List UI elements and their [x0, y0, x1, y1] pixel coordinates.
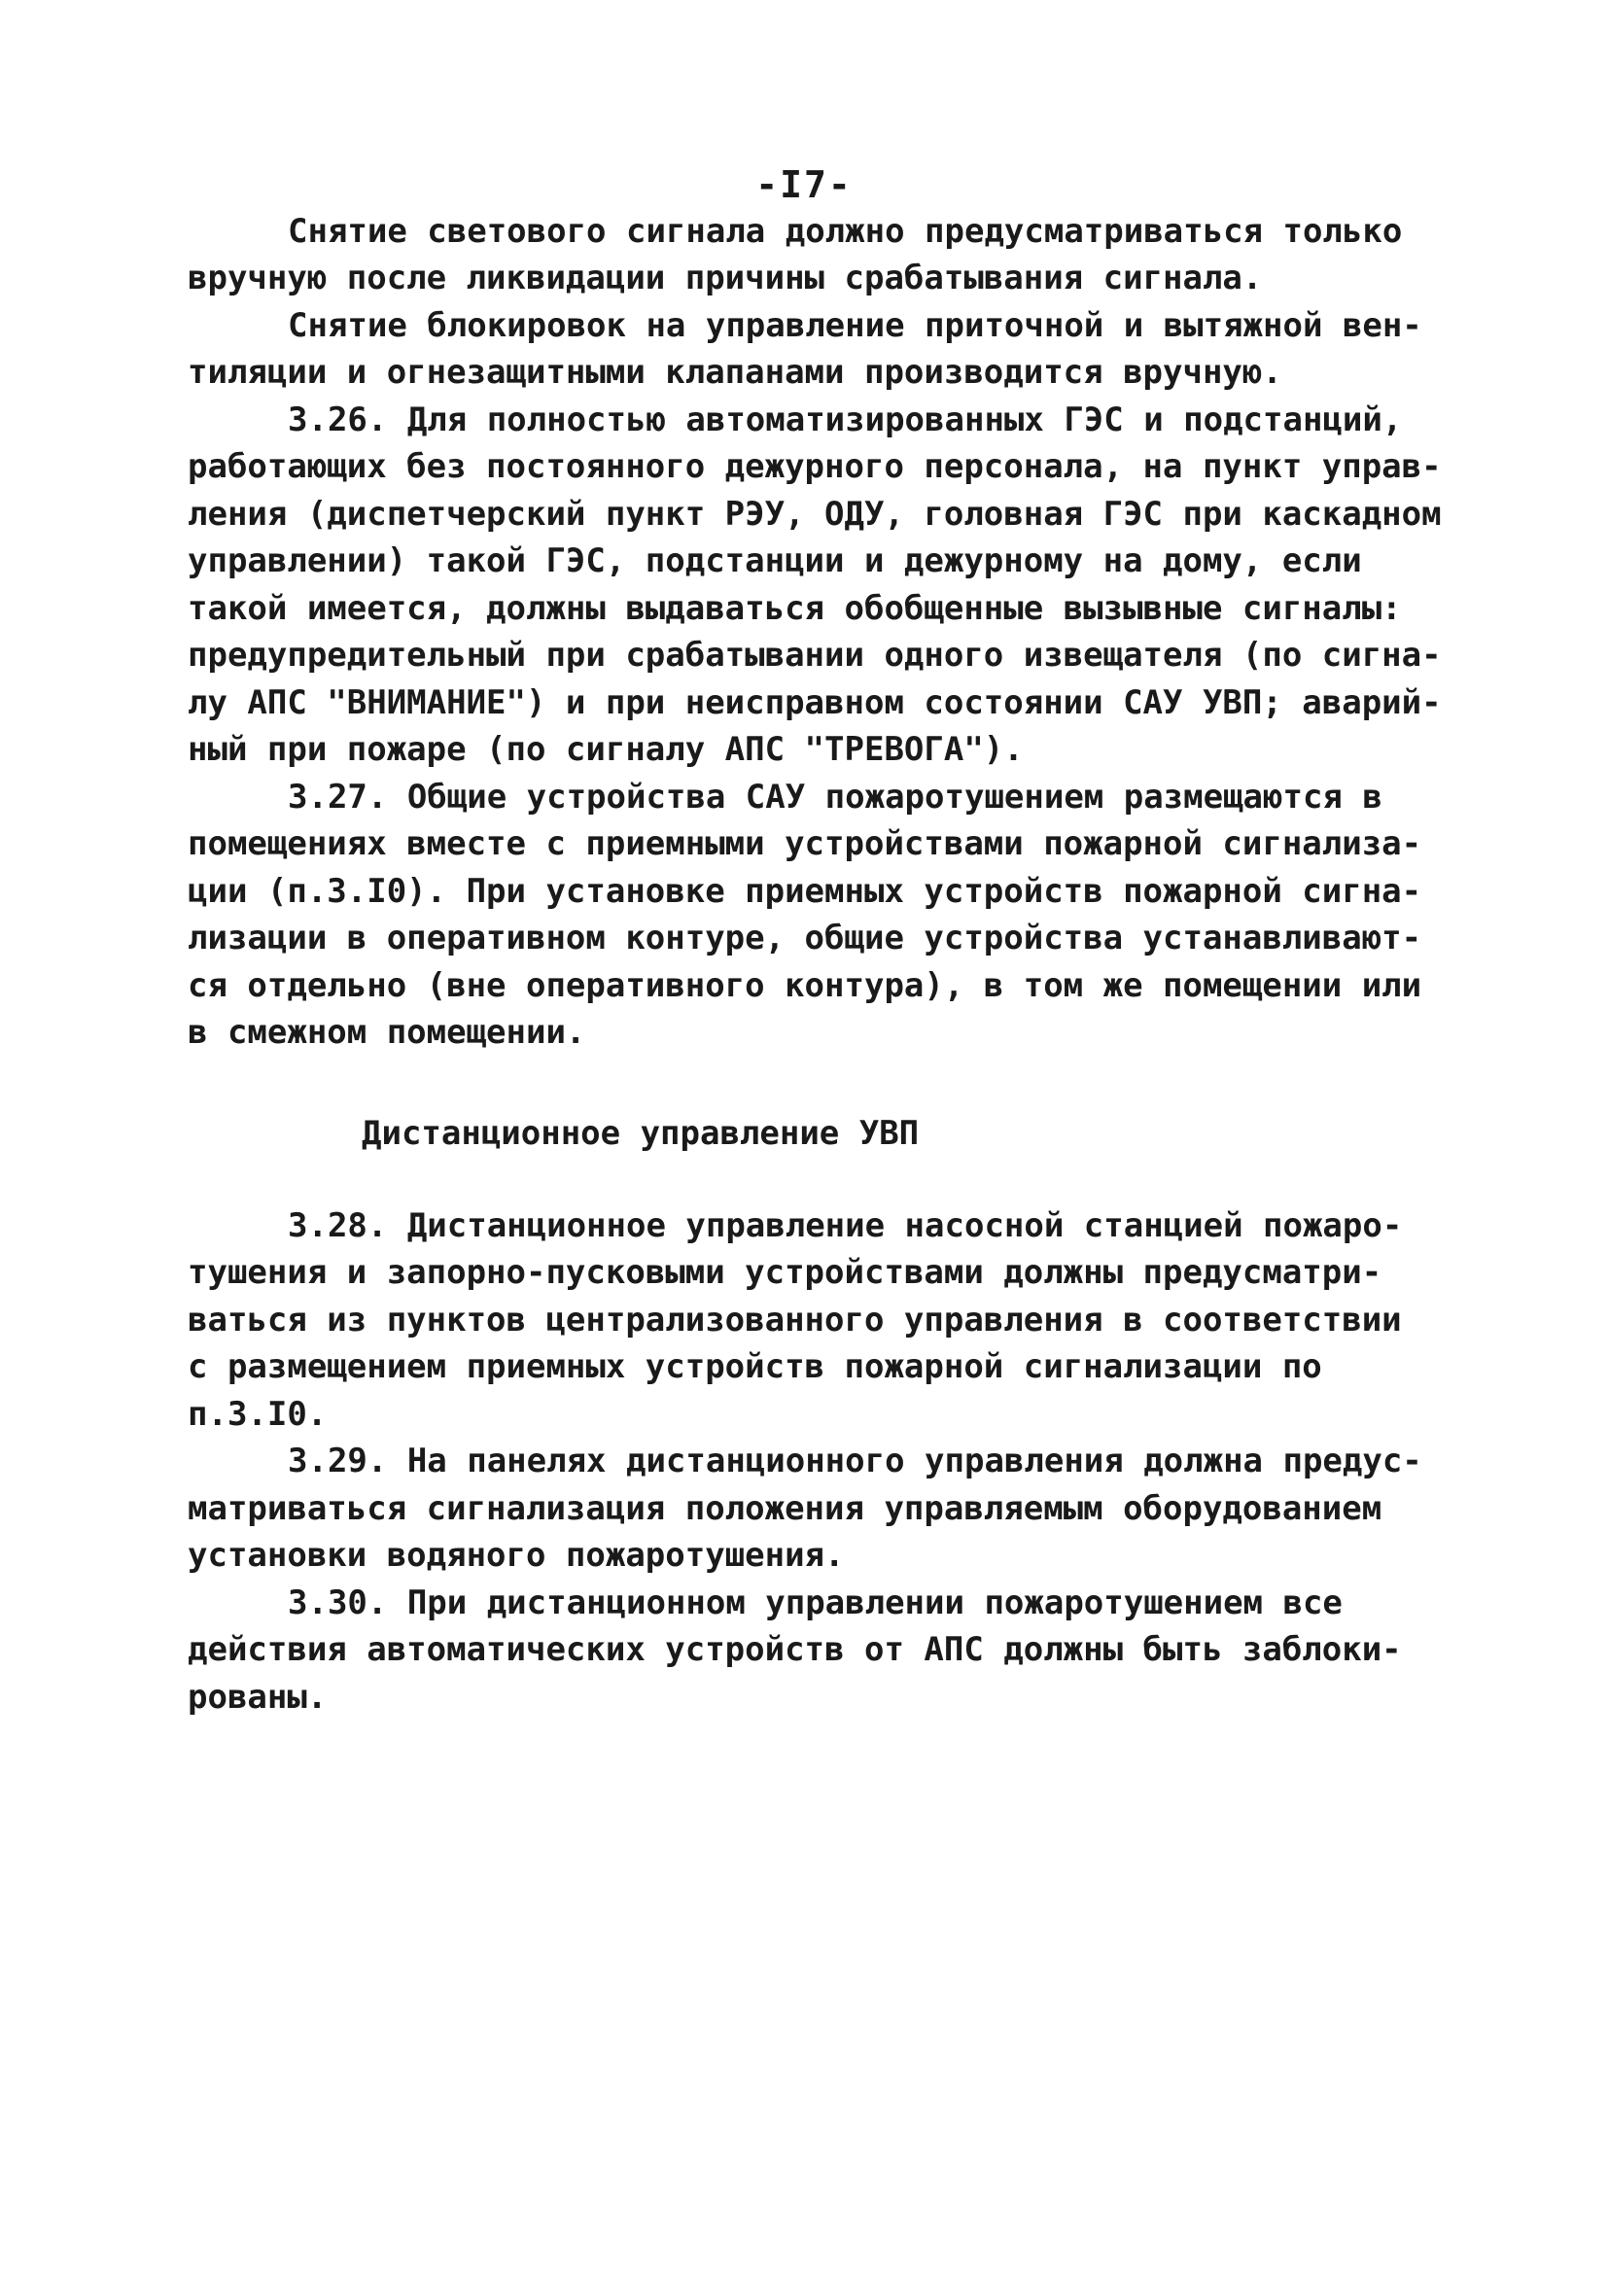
text-line: вручную после ликвидации причины срабатывания сигнала. — [188, 259, 1263, 297]
text-line: предупредительный при срабатывании одного извещателя (по сигна- — [188, 636, 1442, 675]
text-line: с размещением приемных устройств пожарной сигнализации по — [188, 1347, 1322, 1386]
text-line: ции (п.3.I0). При установке приемных устройств пожарной сигна- — [188, 872, 1422, 911]
section-heading: Дистанционное управление УВП — [362, 1114, 920, 1153]
text-line: Снятие светового сигнала должно предусматриваться только — [288, 212, 1403, 251]
text-line: действия автоматических устройств от АПС должны быть заблоки- — [188, 1630, 1402, 1669]
text-line: 3.26. Для полностью автоматизированных ГЭС и подстанций, — [288, 400, 1403, 439]
text-line: управлении) такой ГЭС, подстанции и дежурному на дому, если — [188, 541, 1362, 580]
text-line: Снятие блокировок на управление приточной и вытяжной вен- — [288, 306, 1422, 345]
page-number: -I7- — [755, 163, 853, 206]
text-line: ваться из пунктов централизованного управления в соответствии — [188, 1301, 1402, 1339]
text-line: помещениях вместе с приемными устройствами пожарной сигнализа- — [188, 824, 1422, 863]
text-line: ся отдельно (вне оперативного контура), в том же помещении или — [188, 966, 1422, 1005]
text-line: в смежном помещении. — [188, 1013, 586, 1052]
text-line: установки водяного пожаротушения. — [188, 1536, 845, 1575]
text-line: работающих без постоянного дежурного персонала, на пункт управ- — [188, 447, 1442, 486]
text-line: лу АПС "ВНИМАНИЕ") и при неисправном состоянии САУ УВП; аварий- — [188, 683, 1442, 722]
text-line: рованы. — [188, 1678, 328, 1717]
text-line: п.3.I0. — [188, 1395, 328, 1434]
text-line: такой имеется, должны выдаваться обобщенные вызывные сигналы: — [188, 589, 1402, 628]
text-line: ный при пожаре (по сигналу АПС "ТРЕВОГА"). — [188, 730, 1024, 769]
text-line: ления (диспетчерский пункт РЭУ, ОДУ, головная ГЭС при каскадном — [188, 495, 1442, 534]
text-line: 3.27. Общие устройства САУ пожаротушением размещаются в — [288, 778, 1382, 817]
text-line: тушения и запорно-пусковыми устройствами должны предусматри- — [188, 1253, 1382, 1292]
text-line: лизации в оперативном контуре, общие устройства устанавливают- — [188, 919, 1422, 957]
text-line: 3.29. На панелях дистанционного управления должна предус- — [288, 1442, 1422, 1480]
text-line: тиляции и огнезащитными клапанами производится вручную. — [188, 353, 1282, 392]
text-line: матриваться сигнализация положения управляемым оборудованием — [188, 1489, 1382, 1528]
text-line: 3.30. При дистанционном управлении пожаротушением все — [288, 1583, 1343, 1622]
text-line: 3.28. Дистанционное управление насосной станцией пожаро- — [288, 1206, 1403, 1245]
